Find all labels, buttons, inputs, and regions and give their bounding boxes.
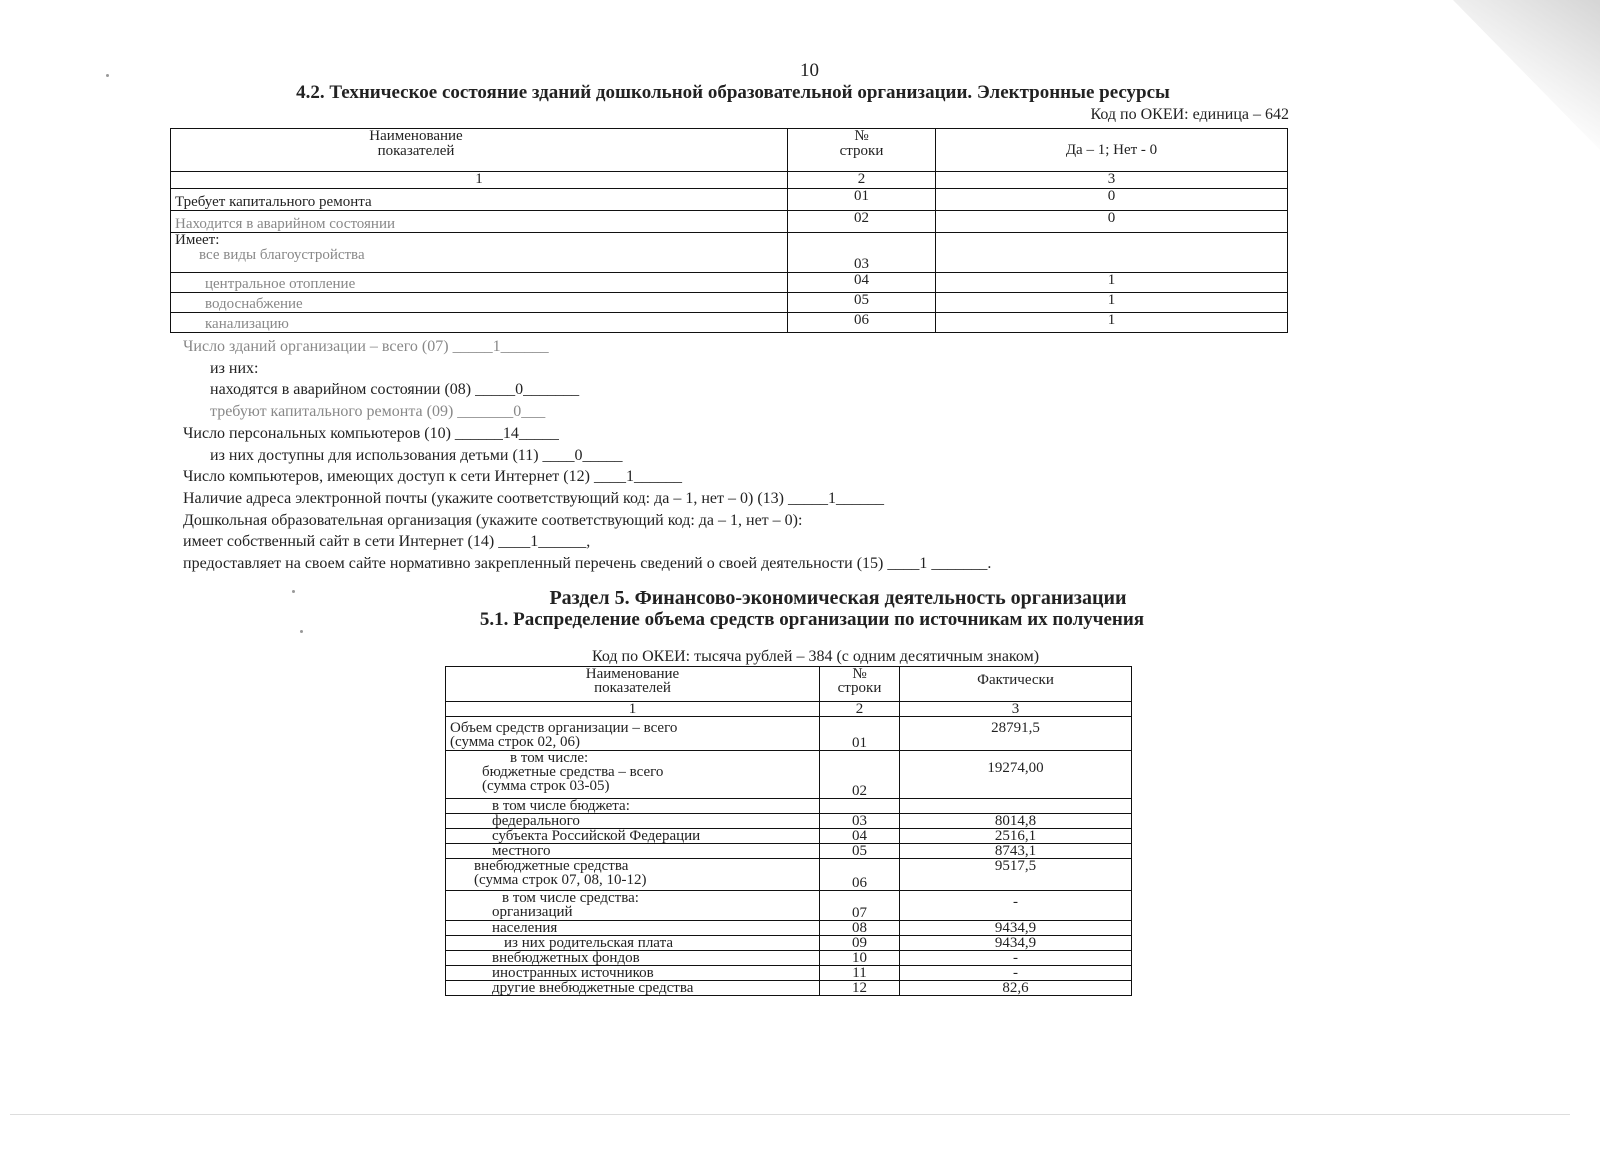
row-number: 11 xyxy=(820,966,900,981)
header-row-number: № строки xyxy=(820,667,900,702)
answer-line: Число персональных компьютеров (10) ______14_____ xyxy=(183,424,559,442)
row-label: другие внебюджетные средства xyxy=(446,981,820,996)
row-value: 8014,8 xyxy=(900,814,1132,829)
table-row xyxy=(446,829,1132,844)
row-value: 8743,1 xyxy=(900,844,1132,859)
row-value: 9434,9 xyxy=(900,936,1132,951)
row-label: местного xyxy=(446,844,820,859)
answer-line: предоставляет на своем сайте нормативно закрепленный перечень сведений о своей деятельности (15) ____1 _______. xyxy=(183,555,992,573)
row-value: - xyxy=(900,966,1132,981)
row-number: 01 xyxy=(820,717,900,751)
table-row xyxy=(446,891,1132,921)
row-number: 04 xyxy=(820,829,900,844)
table-row xyxy=(446,814,1132,829)
header-actual: Фактически xyxy=(900,667,1132,702)
row-value: - xyxy=(900,891,1132,921)
row-label: Объем средств организации – всего (сумма строк 02, 06) xyxy=(446,717,820,751)
technical-condition-table xyxy=(170,128,1288,333)
row-number: 02 xyxy=(788,211,936,233)
table-row xyxy=(446,981,1132,996)
row-number: 09 xyxy=(820,936,900,951)
row-label: Требует капитального ремонта xyxy=(171,189,788,211)
header-indicator-name: Наименование показателей xyxy=(446,667,820,702)
scan-corner-fold xyxy=(1390,0,1600,150)
answer-line: Наличие адреса электронной почты (укажите соответствующий код: да – 1, нет – 0) (13) _____1______ xyxy=(183,489,885,507)
table-row xyxy=(446,859,1132,891)
colnum: 3 xyxy=(900,702,1132,717)
section-4-2-title: 4.2. Техническое состояние зданий дошкольной образовательной организации. Электронные ресурсы xyxy=(296,82,1170,103)
table-row xyxy=(446,717,1132,751)
row-value: 82,6 xyxy=(900,981,1132,996)
row-number: 06 xyxy=(820,859,900,891)
okei-code-rubles: Код по ОКЕИ: тысяча рублей – 384 (с одним десятичным знаком) xyxy=(592,648,1040,665)
row-number: 07 xyxy=(820,891,900,921)
row-value xyxy=(936,233,1288,273)
colnum: 2 xyxy=(820,702,900,717)
table-header-row xyxy=(446,667,1132,702)
row-value: 2516,1 xyxy=(900,829,1132,844)
row-value: 0 xyxy=(936,211,1288,233)
table-row xyxy=(446,844,1132,859)
row-label: в том числе: бюджетные средства – всего (сумма строк 03-05) xyxy=(446,751,820,799)
row-value: 9517,5 xyxy=(900,859,1132,891)
answer-line: Число компьютеров, имеющих доступ к сети Интернет (12) ____1______ xyxy=(183,468,682,486)
row-label: Находится в аварийном состоянии xyxy=(171,211,788,233)
table-row xyxy=(171,313,1288,333)
row-value: - xyxy=(900,951,1132,966)
page-number: 10 xyxy=(800,60,819,81)
table-row xyxy=(446,751,1132,799)
answer-line: из них: xyxy=(210,359,259,377)
table-row xyxy=(446,966,1132,981)
row-label: центральное отопление xyxy=(171,273,788,293)
answer-line: из них доступны для использования детьми (11) ____0_____ xyxy=(210,446,623,464)
row-label: канализацию xyxy=(171,313,788,333)
row-number: 08 xyxy=(820,921,900,936)
row-number: 04 xyxy=(788,273,936,293)
table-row xyxy=(171,233,1288,273)
row-value xyxy=(900,799,1132,814)
row-value: 1 xyxy=(936,293,1288,313)
row-number xyxy=(820,799,900,814)
colnum: 3 xyxy=(936,172,1288,189)
row-number: 03 xyxy=(788,233,936,273)
row-label: внебюджетных фондов xyxy=(446,951,820,966)
scan-dust xyxy=(106,74,109,77)
row-value: 19274,00 xyxy=(900,751,1132,799)
row-label: в том числе средства: организаций xyxy=(446,891,820,921)
row-label: федерального xyxy=(446,814,820,829)
table-row xyxy=(171,211,1288,233)
row-number: 05 xyxy=(788,293,936,313)
row-label: водоснабжение xyxy=(171,293,788,313)
row-number: 01 xyxy=(788,189,936,211)
row-value: 1 xyxy=(936,313,1288,333)
table-row xyxy=(446,936,1132,951)
header-row-number: № строки xyxy=(788,129,936,172)
table-row xyxy=(171,293,1288,313)
section-5-title: Раздел 5. Финансово-экономическая деятельность организации xyxy=(549,587,1127,609)
answer-line: имеет собственный сайт в сети Интернет (14) ____1______, xyxy=(183,533,591,551)
colnum: 2 xyxy=(788,172,936,189)
column-numbers-row xyxy=(446,702,1132,717)
row-value: 0 xyxy=(936,189,1288,211)
row-label: внебюджетные средства (сумма строк 07, 08, 10-12) xyxy=(446,859,820,891)
section-5-1-title: 5.1. Распределение объема средств организации по источникам их получения xyxy=(479,609,1145,630)
row-label: в том числе бюджета: xyxy=(446,799,820,814)
row-label: из них родительская плата xyxy=(446,936,820,951)
table-header-row xyxy=(171,129,1288,172)
colnum: 1 xyxy=(171,172,788,189)
row-label-group: Имеет: все виды благоустройства xyxy=(171,233,788,273)
row-value: 1 xyxy=(936,273,1288,293)
row-number: 06 xyxy=(788,313,936,333)
header-indicator-name: Наименование показателей xyxy=(171,129,788,172)
answer-line: находятся в аварийном состоянии (08) _____0_______ xyxy=(210,381,580,399)
table-row xyxy=(446,799,1132,814)
answer-line: Дошкольная образовательная организация (укажите соответствующий код: да – 1, нет – 0): xyxy=(183,511,803,529)
questionnaire-lines xyxy=(183,336,991,575)
row-number: 03 xyxy=(820,814,900,829)
row-number: 05 xyxy=(820,844,900,859)
row-number: 10 xyxy=(820,951,900,966)
row-value: 28791,5 xyxy=(900,717,1132,751)
table-row xyxy=(446,951,1132,966)
column-numbers-row xyxy=(171,172,1288,189)
answer-line: Число зданий организации – всего (07) _____1______ xyxy=(183,338,549,355)
row-label: населения xyxy=(446,921,820,936)
table-row xyxy=(446,921,1132,936)
table-row xyxy=(171,273,1288,293)
row-value: 9434,9 xyxy=(900,921,1132,936)
colnum: 1 xyxy=(446,702,820,717)
funding-sources-table xyxy=(445,666,1132,996)
table-row xyxy=(171,189,1288,211)
okei-code-units: Код по ОКЕИ: единица – 642 xyxy=(1090,106,1289,123)
row-label: иностранных источников xyxy=(446,966,820,981)
header-yes-no: Да – 1; Нет - 0 xyxy=(936,129,1288,172)
row-number: 12 xyxy=(820,981,900,996)
scan-edge-line xyxy=(10,1114,1570,1115)
row-number: 02 xyxy=(820,751,900,799)
answer-line: требуют капитального ремонта (09) _______0___ xyxy=(210,403,546,421)
row-label: субъекта Российской Федерации xyxy=(446,829,820,844)
